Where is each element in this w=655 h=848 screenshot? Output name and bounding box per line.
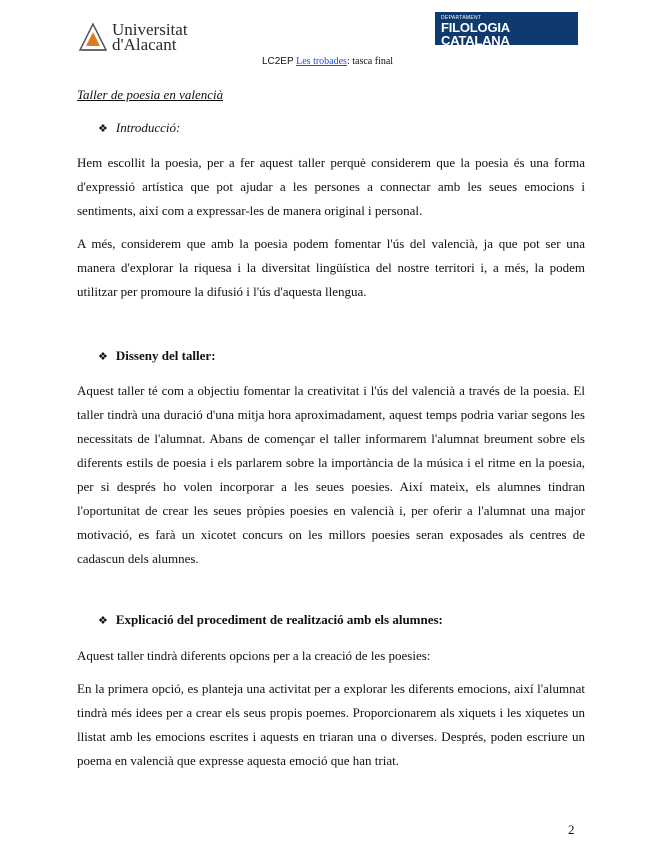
paragraph: Aquest taller té com a objectiu fomentar la creativitat i l'ús del valencià a través de la poesia. El taller tindrà una duració d'una mitja hora aproximadament, aquest temps podria variar segons les necessitats de l'alumnat. Abans de començar el taller informarem l'alumnat breument sobre els diferents estils de poesia i els parlarem sobre la importància de la música i el ritme en la poesia, per si després ho volen incorporar a les seues poesies. Així mateix, els alumnes tindran l'oportunitat de crear les seues pròpies poesies en valencià i, per oferir a l'alumnat una major motivació, es farà un xicotet concurs on les millors poesies seran exposades als centres de cadascun dels alumnes. [77, 383, 585, 566]
running-header [0, 56, 655, 67]
section-heading-text: Disseny del taller: [115, 348, 216, 363]
paragraph: Aquest taller tindrà diferents opcions per a la creació de les poesies: [77, 648, 431, 663]
bullet-diamond-icon: ❖ [98, 614, 108, 627]
section-heading-text: Introducció: [115, 120, 181, 135]
department-logo [435, 12, 578, 52]
university-logo [78, 20, 218, 54]
section-heading-introduccio [98, 120, 180, 136]
bullet-diamond-icon: ❖ [98, 122, 108, 135]
department-label: DEPARTAMENT [441, 15, 482, 21]
university-name [112, 22, 188, 52]
header-suffix: : tasca final [346, 56, 394, 67]
page-number: 2 [568, 822, 575, 837]
paragraph: En la primera opció, es planteja una activitat per a explorar les diferents emocions, així l'alumnat tindrà més idees per a crear els seus propis poemes. Proporcionarem als xiquets i les xiquetes un llistat amb les emocions escrites i aquests en triaran una o diverses. Després, poden escriure un poema en valencià que expresse aquesta emoció que han triat. [77, 681, 585, 768]
department-name: FILOLOGIA CATALANA [441, 20, 510, 48]
section-heading-text: Explicació del procediment de realització amb els alumnes: [115, 612, 443, 627]
paragraph: Hem escollit la poesia, per a fer aquest taller perquè considerem que la poesia és una forma d'expressió artística que pot ajudar a les persones a connectar amb les seues emocions i sentiments, així com a expressar-les de manera original i personal. [77, 155, 585, 218]
bullet-diamond-icon: ❖ [98, 350, 108, 363]
header-link[interactable]: Les trobades [296, 56, 347, 67]
paragraph: A més, considerem que amb la poesia podem fomentar l'ús del valencià, ja que pot ser una manera d'explorar la riquesa i la diversitat lingüística del nostre territori i, a més, la podem utilitzar per promoure la difusió i l'ús d'aquesta llengua. [77, 236, 585, 299]
document-title: Taller de poesia en valencià [77, 87, 224, 102]
university-name-line1: Universitat [112, 20, 188, 39]
university-name-line2: d'Alacant [112, 35, 177, 54]
university-emblem-icon [78, 22, 108, 52]
department-sub: UNIVERSITAT D'ALACANT [441, 47, 497, 52]
section-heading-procediment [98, 612, 443, 628]
course-code: LC2EP [261, 56, 294, 67]
section-heading-disseny [98, 348, 216, 364]
